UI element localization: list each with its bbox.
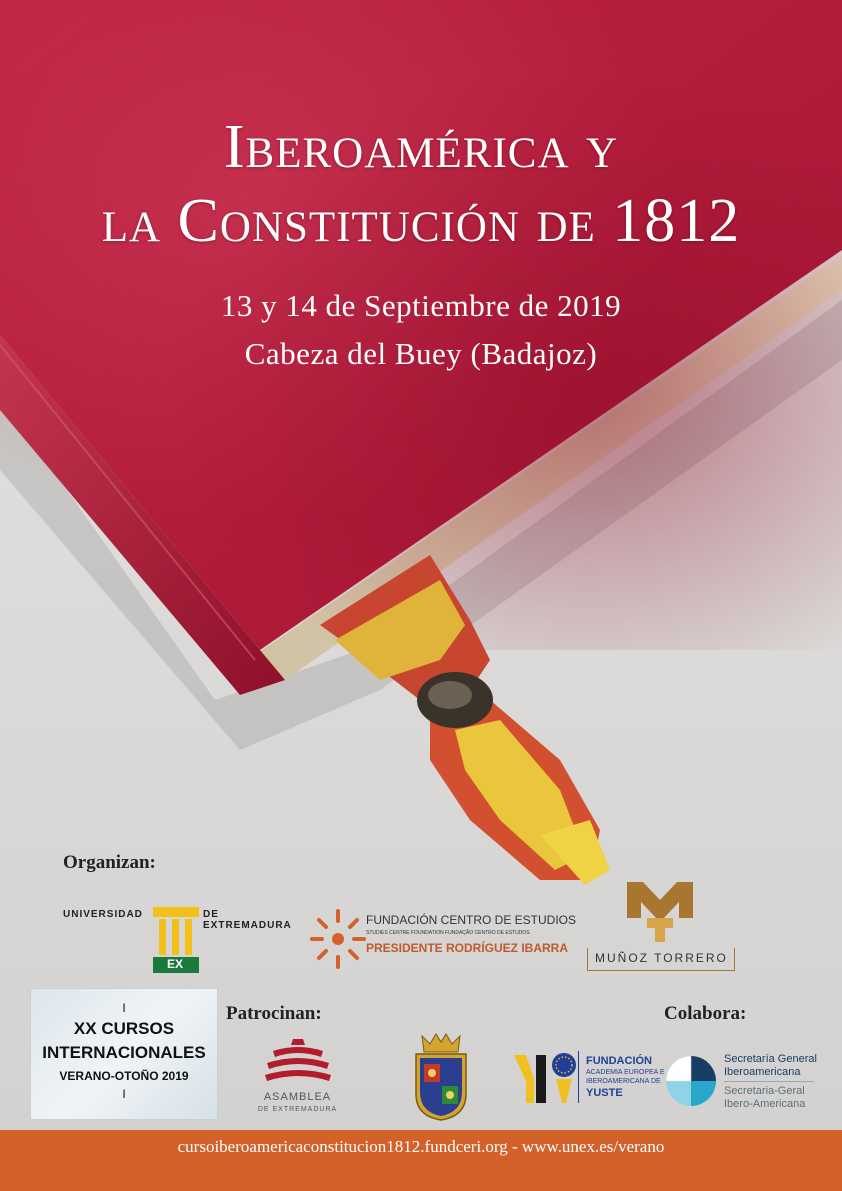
yuste-line-4: YUSTE	[586, 1087, 623, 1099]
fundacion-centro-logo	[310, 905, 577, 975]
cursos-line-1: XX CURSOS	[73, 1019, 175, 1038]
uex-mark: EX	[167, 957, 184, 971]
colabora-heading: Colabora:	[664, 1003, 747, 1024]
footer-links[interactable]: cursoiberoamericaconstitucion1812.fundceri.org - www.unex.es/verano	[177, 1137, 665, 1156]
asamblea-line-2: DE EXTREMADURA	[257, 1106, 338, 1113]
uex-name-left: UNIVERSIDAD	[63, 909, 143, 920]
asamblea-logo	[255, 1035, 340, 1120]
fundacion-line-1: FUNDACIÓN CENTRO DE ESTUDIOS	[366, 913, 577, 927]
title-line-2: la Constitución de 1812	[101, 187, 741, 255]
uex-logo	[63, 905, 308, 975]
fundacion-burst-icon	[310, 907, 366, 971]
segib-logo	[664, 1050, 824, 1112]
segib-line-4: Ibero-Americana	[724, 1098, 806, 1110]
asamblea-line-1: ASAMBLEA	[263, 1091, 332, 1103]
segib-line-1: Secretaría General	[724, 1053, 817, 1065]
patrocinan-heading: Patrocinan:	[226, 1003, 322, 1024]
cursos-line-2: INTERNACIONALES	[42, 1043, 206, 1062]
coat-of-arms-icon	[410, 1030, 472, 1122]
munoz-torrero-emblem-icon	[625, 878, 695, 944]
cursos-line-3: VERANO-OTOÑO 2019	[59, 1069, 189, 1083]
yuste-line-3: IBEROAMERICANA DE	[586, 1078, 661, 1085]
munoz-torrero-logo	[585, 878, 735, 973]
cursos-internacionales-badge: I XX CURSOS INTERNACIONALES VERANO-OTOÑO 2019 I	[30, 988, 218, 1120]
fundacion-line-3: PRESIDENTE RODRÍGUEZ IBARRA	[366, 941, 569, 955]
yuste-emblem-icon	[512, 1049, 580, 1105]
title-line-1: Iberoamérica y	[223, 113, 619, 181]
asamblea-emblem-icon	[263, 1035, 333, 1087]
yuste-line-2: ACADEMIA EUROPEA E	[586, 1069, 665, 1076]
event-dates: 13 y 14 de Septiembre de 2019	[220, 288, 622, 323]
munoz-torrero-name: MUÑOZ TORRERO	[595, 951, 728, 965]
footer-bar	[0, 1130, 842, 1191]
fundacion-line-2: STUDIES CENTRE FOUNDATION FUNDAÇÃO CENTRO DE ESTUDOS	[366, 930, 530, 936]
organizan-heading: Organizan:	[63, 852, 156, 873]
segib-emblem-icon	[664, 1054, 718, 1108]
segib-line-2: Iberoamericana	[724, 1066, 801, 1078]
yuste-line-1: FUNDACIÓN	[586, 1055, 652, 1067]
fundacion-yuste-logo	[512, 1047, 665, 1107]
uex-name-right: DE EXTREMADURA	[203, 909, 292, 931]
event-location: Cabeza del Buey (Badajoz)	[244, 336, 598, 371]
segib-line-3: Secretaria-Geral	[724, 1085, 805, 1097]
